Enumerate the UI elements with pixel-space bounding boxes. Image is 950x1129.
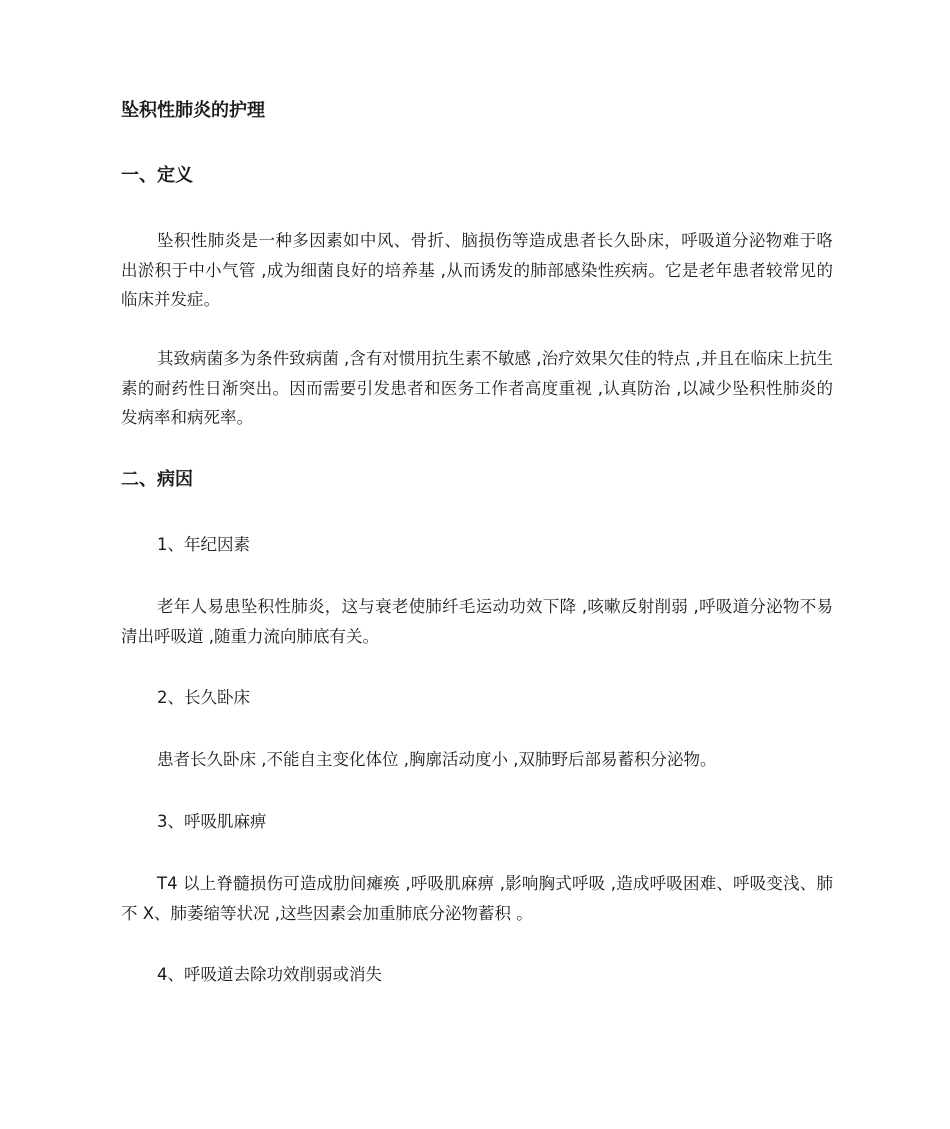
cause-item-3-text: T4 以上脊髓损伤可造成肋间瘫痪 ,呼吸肌麻痹 ,影响胸式呼吸 ,造成呼吸困难、呼吸变浅、肺不 X、肺萎缩等状况 ,这些因素会加重肺底分泌物蓄积 。 <box>121 874 833 923</box>
cause-item-1-title: 1、年纪因素 <box>157 535 250 554</box>
cause-item-2-title: 2、长久卧床 <box>157 688 250 707</box>
cause-item-2-text: 患者长久卧床 ,不能自主变化体位 ,胸廓活动度小 ,双肺野后部易蓄积分泌物。 <box>157 750 717 769</box>
definition-paragraph-1: 坠积性肺炎是一种多因素如中风、骨折、脑损伤等造成患者长久卧床，呼吸道分泌物难于咯出淤积于中小气管 ,成为细菌良好的培养基 ,从而诱发的肺部感染性疾病。它是老年患者较常见的临床并发症。 <box>121 231 833 309</box>
cause-item-3-title: 3、呼吸肌麻痹 <box>157 812 267 831</box>
definition-paragraph-2: 其致病菌多为条件致病菌 ,含有对惯用抗生素不敏感 ,治疗效果欠佳的特点 ,并且在临床上抗生素的耐药性日渐突出。因而需要引发患者和医务工作者高度重视 ,认真防治 ,以减少坠积性肺炎的发病率和病死率。 <box>121 349 833 427</box>
section-heading-definition: 一、定义 <box>121 165 193 186</box>
cause-item-4-title: 4、呼吸道去除功效削弱或消失 <box>157 965 382 984</box>
cause-item-1-text: 老年人易患坠积性肺炎，这与衰老使肺纤毛运动功效下降 ,咳嗽反射削弱 ,呼吸道分泌物不易清出呼吸道 ,随重力流向肺底有关。 <box>121 597 833 646</box>
document-title: 坠积性肺炎的护理 <box>121 100 265 121</box>
section-heading-cause: 二、病因 <box>121 469 193 490</box>
